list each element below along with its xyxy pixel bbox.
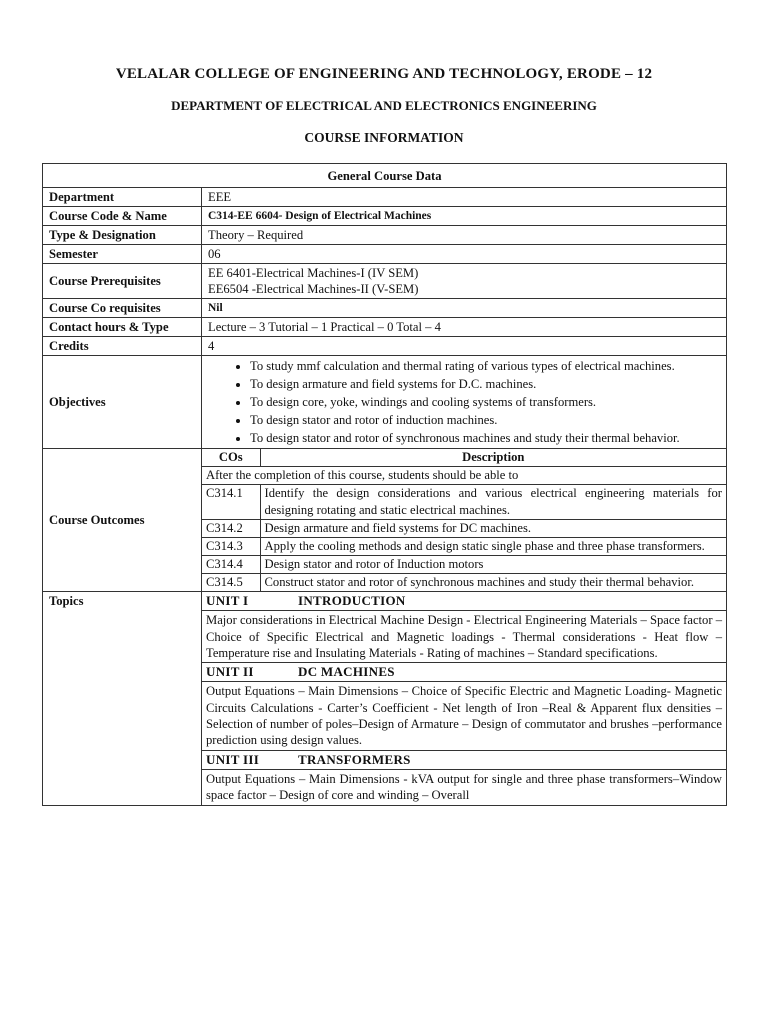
department-value: EEE	[202, 188, 727, 207]
outcomes-value	[202, 449, 727, 592]
coreq-label: Course Co requisites	[43, 299, 202, 318]
department-label: Department	[43, 188, 202, 207]
coreq-row	[43, 299, 727, 318]
general-heading-row	[43, 164, 727, 188]
table-row	[202, 485, 726, 520]
objectives-value	[202, 356, 727, 449]
co-code: C314.5	[202, 574, 260, 592]
unit-heading-row	[202, 592, 726, 611]
objective-item: • To study mmf calculation and thermal rating of various types of electrical machines.	[250, 357, 722, 375]
semester-label: Semester	[43, 245, 202, 264]
co-description: Design armature and field systems for DC machines.	[260, 520, 726, 538]
type-label: Type & Designation	[43, 226, 202, 245]
co-code: C314.2	[202, 520, 260, 538]
outcomes-intro: After the completion of this course, students should be able to	[202, 467, 726, 485]
unit-heading-row	[202, 750, 726, 769]
type-value: Theory – Required	[202, 226, 727, 245]
contact-value: Lecture – 3 Tutorial – 1 Practical – 0 Total – 4	[202, 318, 727, 337]
topics-row	[43, 592, 727, 806]
co-description: Construct stator and rotor of synchronous machines and study their thermal behavior.	[260, 574, 726, 592]
objective-item: • To design stator and rotor of induction machines.	[250, 411, 722, 429]
outcomes-label: Course Outcomes	[43, 449, 202, 592]
unit-heading-row	[202, 663, 726, 682]
unit-title: INTRODUCTION	[298, 593, 406, 608]
objective-item: • To design stator and rotor of synchronous machines and study their thermal behavior.	[250, 429, 722, 447]
co-code: C314.4	[202, 556, 260, 574]
outcomes-intro-row	[202, 467, 726, 485]
co-code: C314.1	[202, 485, 260, 520]
semester-value: 06	[202, 245, 727, 264]
unit-text-row	[202, 611, 726, 663]
description-header: Description	[260, 449, 726, 467]
course-code-label: Course Code & Name	[43, 207, 202, 226]
prereq-line-2: EE6504 -Electrical Machines-II (V-SEM)	[208, 282, 419, 296]
co-description: Design stator and rotor of Induction motors	[260, 556, 726, 574]
prereq-line-1: EE 6401-Electrical Machines-I (IV SEM)	[208, 266, 419, 280]
table-row	[202, 520, 726, 538]
table-row	[202, 538, 726, 556]
outcomes-row	[43, 449, 727, 592]
contact-row	[43, 318, 727, 337]
unit-text-row	[202, 769, 726, 804]
objective-item: • To design core, yoke, windings and cooling systems of transformers.	[250, 393, 722, 411]
department-name: DEPARTMENT OF ELECTRICAL AND ELECTRONICS ENGINEERING	[171, 98, 597, 113]
table-row	[202, 574, 726, 592]
co-description: Apply the cooling methods and design static single phase and three phase transformers.	[260, 538, 726, 556]
unit-title: DC MACHINES	[298, 664, 395, 680]
contact-label: Contact hours & Type	[43, 318, 202, 337]
objectives-row	[43, 356, 727, 449]
prereq-row	[43, 264, 727, 299]
topics-label: Topics	[43, 592, 202, 806]
general-heading: General Course Data	[43, 164, 727, 188]
unit-number: UNIT III	[206, 751, 260, 767]
unit-heading	[202, 663, 726, 682]
department-row	[43, 188, 727, 207]
college-name: VELALAR COLLEGE OF ENGINEERING AND TECHNOLOGY, ERODE – 12	[115, 66, 653, 82]
cos-header: COs	[202, 449, 260, 467]
table-row	[202, 556, 726, 574]
credits-value: 4	[202, 337, 727, 356]
unit-number: UNIT II	[206, 664, 254, 680]
topics-value	[202, 592, 727, 806]
objectives-list	[206, 357, 722, 447]
page-title: COURSE INFORMATION	[304, 130, 464, 145]
coreq-value: Nil	[202, 299, 727, 318]
objective-item: • To design armature and field systems for D.C. machines.	[250, 375, 722, 393]
course-info-table	[42, 163, 727, 806]
prereq-label: Course Prerequisites	[43, 264, 202, 299]
unit-text-row	[202, 682, 726, 750]
unit-title: TRANSFORMERS	[298, 751, 411, 767]
unit-heading	[202, 750, 726, 769]
course-code-row	[43, 207, 727, 226]
type-row	[43, 226, 727, 245]
unit-heading	[202, 592, 726, 611]
semester-row	[43, 245, 727, 264]
unit-text: Major considerations in Electrical Machine Design - Electrical Engineering Materials – Space factor –Choice of Specific Electrical and Magnetic loadings - Thermal considerations - Heat flow –Temperature rise and Insulating Materials - Rating of machines – Standard specifications.	[202, 611, 726, 663]
unit-number: UNIT I	[206, 593, 249, 608]
course-code-value: C314-EE 6604- Design of Electrical Machines	[202, 207, 727, 226]
objectives-label: Objectives	[43, 356, 202, 449]
prereq-value	[202, 264, 727, 299]
credits-row	[43, 337, 727, 356]
topics-table	[202, 592, 726, 805]
credits-label: Credits	[43, 337, 202, 356]
co-code: C314.3	[202, 538, 260, 556]
outcomes-table	[202, 449, 726, 591]
co-description: Identify the design considerations and various electrical engineering materials for designing rotating and static electrical machines.	[260, 485, 726, 520]
unit-text: Output Equations – Main Dimensions – Choice of Specific Electric and Magnetic Loading- Magnetic Circuits Calculations - Carter’s Coefficient - Net length of Iron –Real & Apparent flux densities –Selection of number of poles–Design of Armature – Design of commutator and brushes –performance prediction using design values.	[202, 682, 726, 750]
outcomes-header-row	[202, 449, 726, 467]
unit-text: Output Equations – Main Dimensions - kVA output for single and three phase transformers–Window space factor – Design of core and winding – Overall	[202, 769, 726, 804]
